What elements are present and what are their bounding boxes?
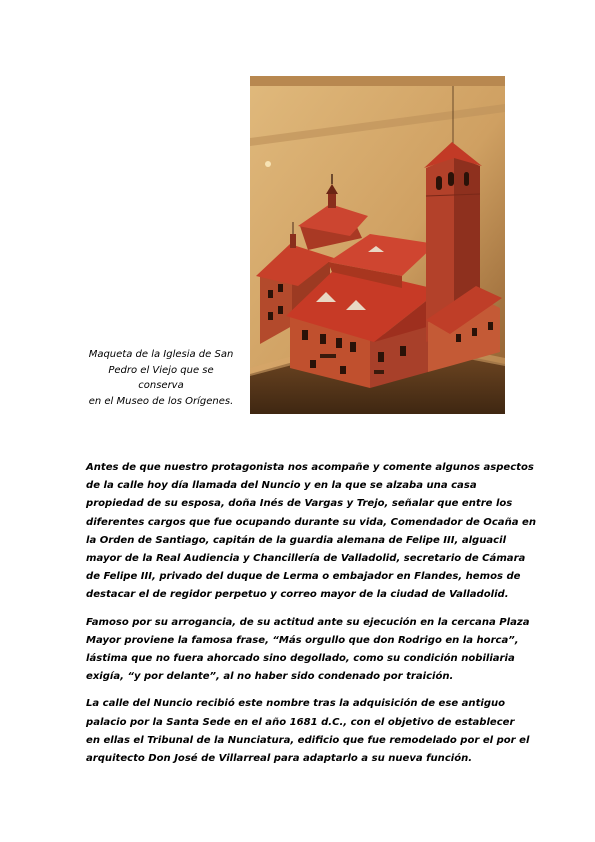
article-body [86, 459, 536, 777]
text-line: exigía, “y por delante”, al no haber sido condenado por traición. [86, 671, 454, 683]
text-line: arquitecto Don José de Villarreal para adaptarlo a su nueva función. [86, 753, 473, 765]
text-line: Mayor proviene la famosa frase, “Más orgullo que don Rodrigo en la horca”, [86, 634, 519, 646]
caption-line: en el Museo de los Orígenes. [88, 395, 234, 407]
text-line: la Orden de Santiago, capitán de la guardia alemana de Felipe III, alguacil [86, 534, 507, 546]
photo-caption [86, 347, 236, 409]
text-line: de la calle hoy día llamada del Nuncio y en la que se alzaba una casa [86, 480, 477, 492]
church-model-photo [250, 76, 505, 414]
caption-line: Pedro el Viejo que se conserva [108, 364, 214, 391]
text-line: destacar el de regidor perpetuo y correo mayor de la ciudad de Valladolid. [86, 589, 509, 601]
paragraph [86, 695, 530, 768]
text-line: Famoso por su arrogancia, de su actitud ante su ejecución en la cercana Plaza [86, 616, 530, 628]
paragraph [86, 459, 536, 605]
paragraph [86, 614, 530, 687]
text-line: diferentes cargos que fue ocupando durante su vida, Comendador de Ocaña en [86, 516, 536, 528]
text-line: Antes de que nuestro protagonista nos acompañe y comente algunos aspectos [86, 462, 534, 473]
text-line: palacio por la Santa Sede en el año 1681 d.C., con el objetivo de establecer [86, 716, 515, 728]
text-line: en ellas el Tribunal de la Nunciatura, edificio que fue remodelado por el por el [86, 734, 530, 746]
text-line: La calle del Nuncio recibió este nombre tras la adquisición de ese antiguo [86, 698, 506, 710]
caption-line: Maqueta de la Iglesia de San [88, 349, 234, 360]
text-line: de Felipe III, privado del duque de Lerma o embajador en Flandes, hemos de [86, 571, 521, 583]
text-line: propiedad de su esposa, doña Inés de Vargas y Trejo, señalar que entre los [86, 498, 513, 510]
text-line: lástima que no fuera ahorcado sino degollado, como su condición nobiliaria [86, 653, 515, 665]
text-line: mayor de la Real Audiencia y Chancillería de Valladolid, secretario de Cámara [86, 553, 526, 565]
